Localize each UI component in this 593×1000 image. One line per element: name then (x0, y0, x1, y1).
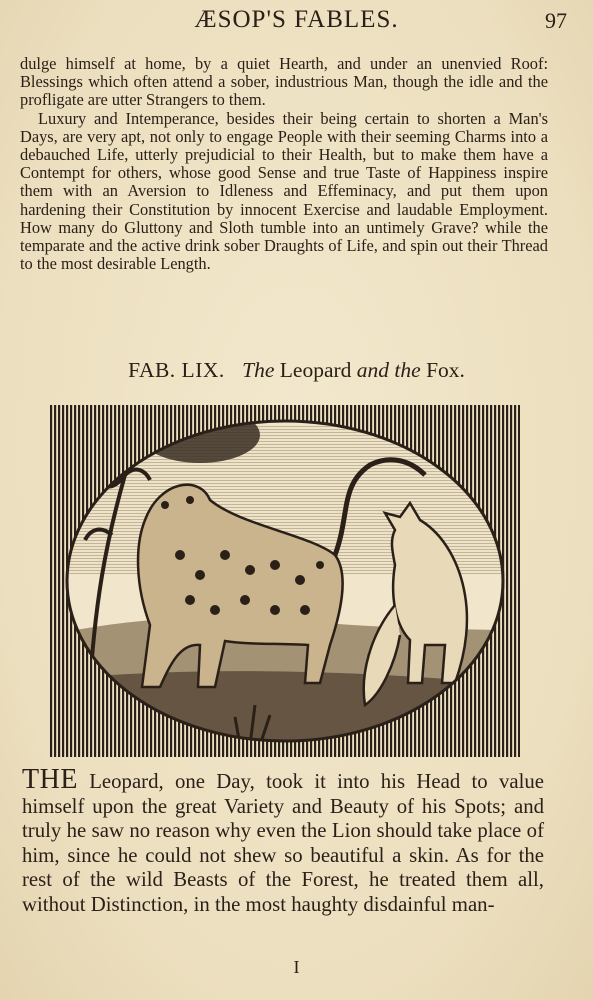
fable-title-leopard: Leopard (279, 358, 352, 382)
fable-story (22, 764, 544, 918)
story-text: Leopard, one Day, took it into his Head to value himself upon the great Variety and Beauty of his Spots; and truly he saw no reason why even the Lion should take place of him, since he could not shew so beautiful a skin. As for the rest of the wild Beasts of the Forest, he treated them all, without Distinction, in the most haughty disdainful man- (22, 770, 544, 916)
fable-heading (0, 358, 593, 383)
moral-paragraph-1: dulge himself at home, by a quiet Hearth, and under an unenvied Roof: Blessings which often attend a sober, industrious Man, though the idle and the profligate are utter Strangers to them. (20, 54, 548, 110)
moral-text (20, 55, 548, 273)
fable-title-fox: Fox. (426, 358, 465, 382)
running-title: ÆSOP'S FABLES. (194, 6, 399, 33)
fable-number: FAB. LIX. (128, 358, 225, 382)
story-first-word: THE (22, 764, 78, 795)
fable-title-the: The (242, 358, 275, 382)
woodcut-illustration (50, 405, 520, 757)
fable-title-and-the: and the (356, 358, 421, 382)
page-header (0, 6, 593, 36)
story-paragraph (22, 764, 544, 918)
moral-paragraph-2: Luxury and Intemperance, besides their being certain to shorten a Man's Days, are very apt, not only to engage People with their seeming Charms into a debauched Life, utterly prejudicial to their Health, but to make them have a Contempt for others, whose good Sense and true Taste of Happiness inspire them with an Aversion to Idleness and Effeminacy, and put them upon hardening their Constitution by innocent Exercise and laudable Employment. How many do Gluttony and Sloth tumble into an untimely Grave? while the temparate and the active drink sober Draughts of Life, and spin out their Thread to the most desirable Length. (20, 108, 548, 274)
signature-mark: I (293, 957, 300, 977)
page-number: 97 (545, 8, 567, 33)
